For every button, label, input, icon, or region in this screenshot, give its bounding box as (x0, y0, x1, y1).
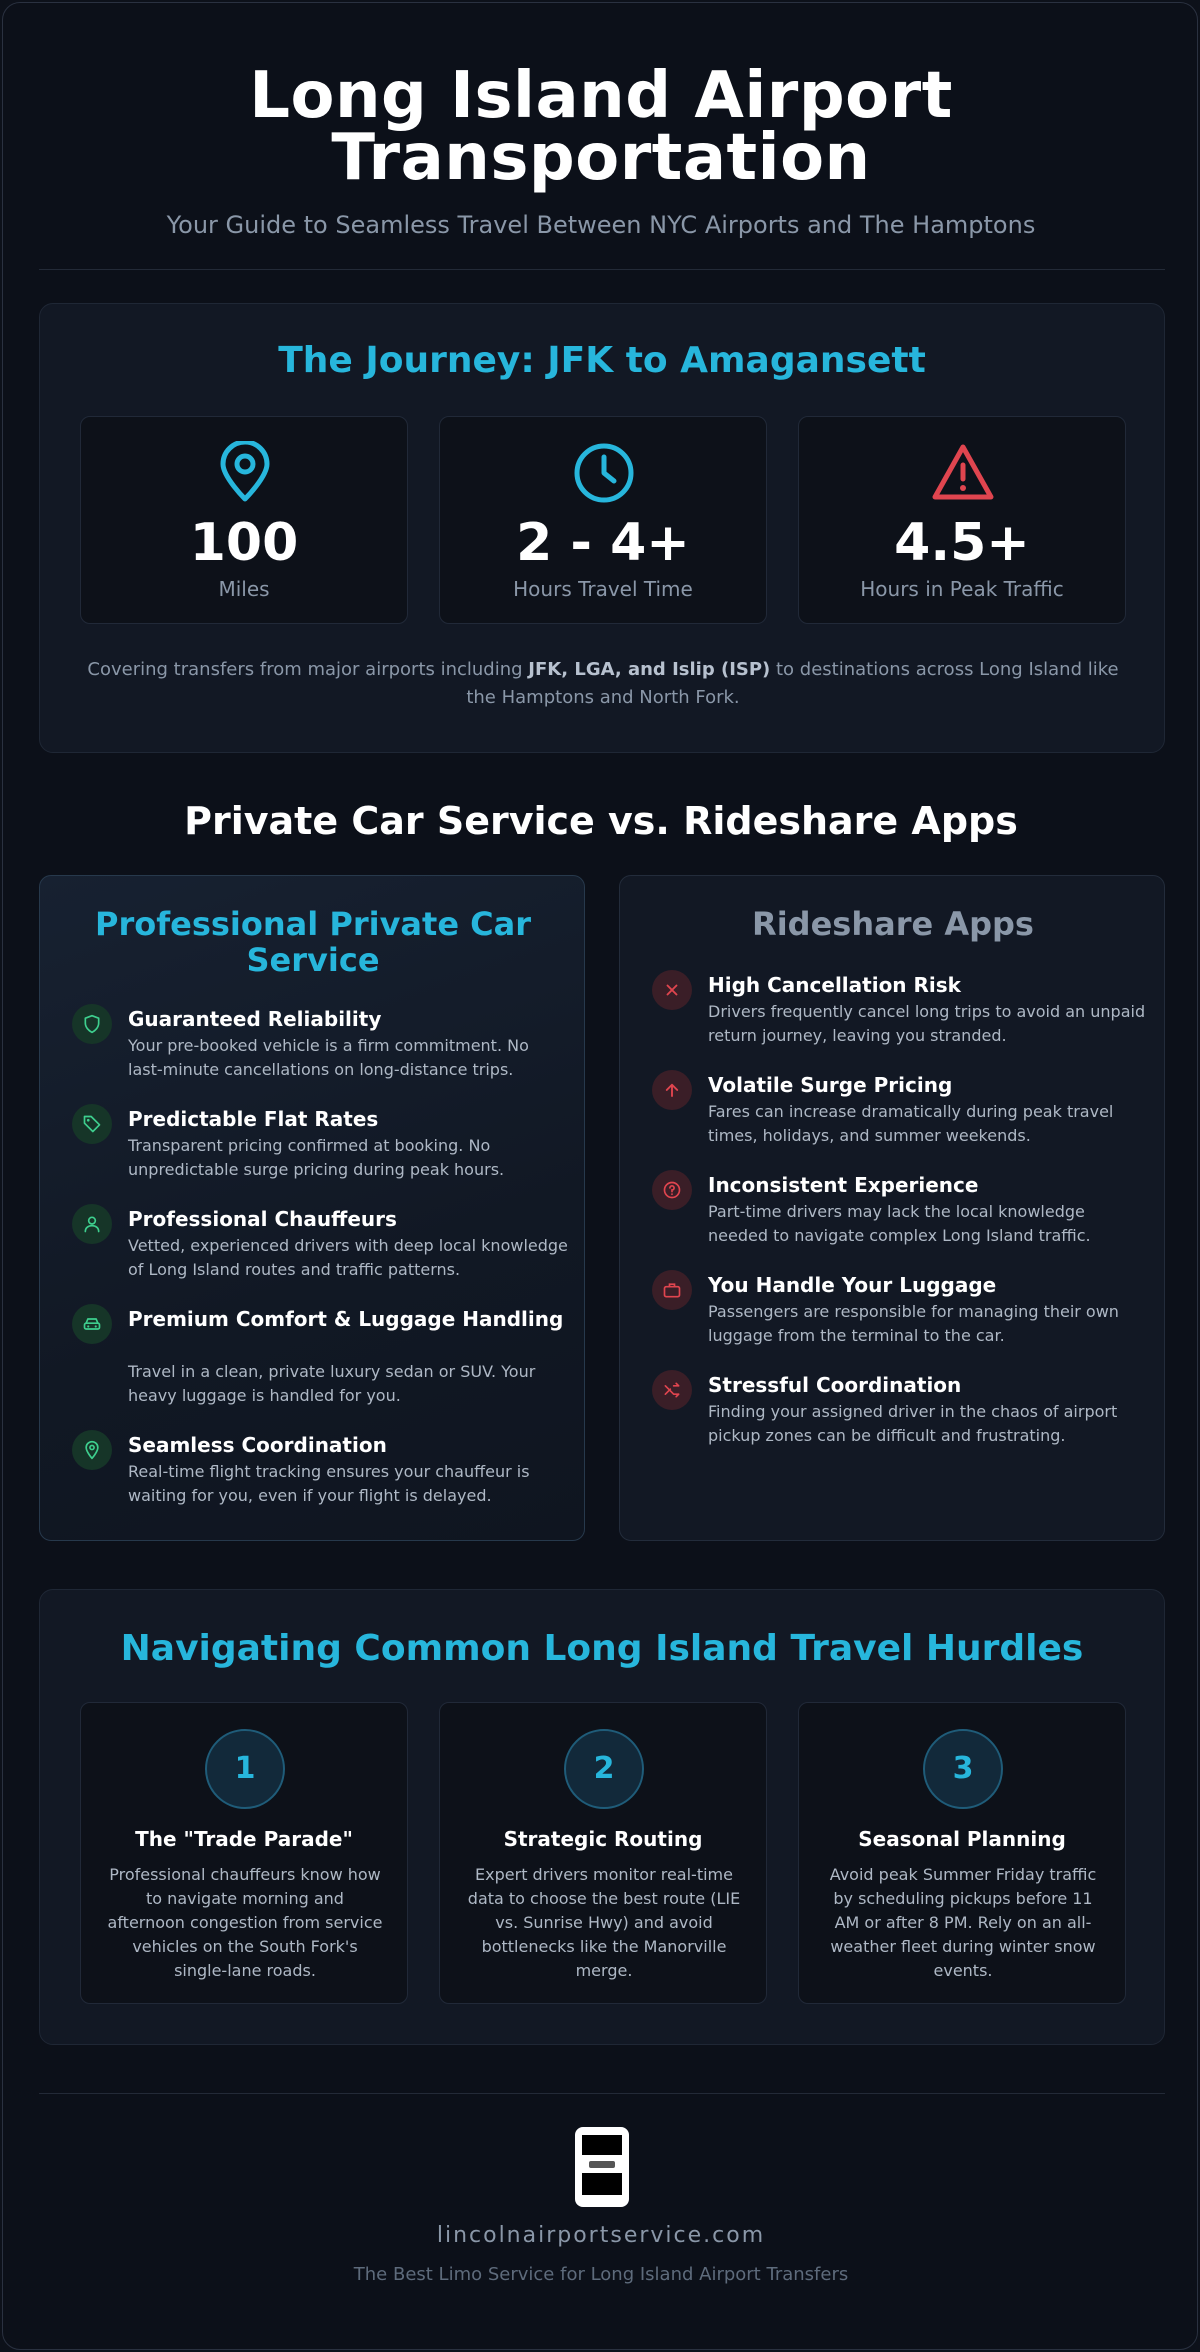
stat-label: Miles (218, 577, 270, 601)
item-desc: Travel in a clean, private luxury sedan or SUV. Your heavy luggage is handled for you. (128, 1362, 536, 1405)
hurdle-desc: Professional chauffeurs know how to navigate morning and afternoon congestion from service vehicles on the South Fork's single-lane roads. (107, 1865, 383, 1980)
stat-card-travel-time (439, 416, 767, 624)
hurdle-card (80, 1702, 408, 2004)
journey-title: The Journey: JFK to Amagansett (278, 340, 926, 381)
rideshare-title: Rideshare Apps (752, 905, 1034, 943)
item-desc: Part-time drivers may lack the local knowledge needed to navigate complex Long Island traffic. (708, 1202, 1091, 1245)
item-desc: Passengers are responsible for managing their own luggage from the terminal to the car. (708, 1302, 1119, 1345)
item-desc: Vetted, experienced drivers with deep local knowledge of Long Island routes and traffic patterns. (128, 1236, 568, 1279)
item-desc: Fares can increase dramatically during peak travel times, holidays, and summer weekends. (708, 1102, 1114, 1145)
item-title: Guaranteed Reliability (128, 1007, 382, 1031)
shield-icon (72, 1004, 112, 1044)
user-icon (72, 1204, 112, 1244)
hurdle-card (798, 1702, 1126, 2004)
journey-panel (39, 303, 1165, 753)
question-icon (652, 1170, 692, 1210)
price-tag-icon (72, 1104, 112, 1144)
item-desc: Drivers frequently cancel long trips to avoid an unpaid return journey, leaving you stranded. (708, 1002, 1146, 1045)
item-title: Predictable Flat Rates (128, 1107, 379, 1131)
luggage-icon (652, 1270, 692, 1310)
infographic-frame (2, 2, 1198, 2350)
hurdles-panel (39, 1589, 1165, 2045)
stat-card-distance (80, 416, 408, 624)
note-text: to destinations across Long Island like the Hamptons and North Fork. (466, 659, 1119, 708)
item-desc: Transparent pricing confirmed at booking. No unpredictable surge pricing during peak hours. (128, 1136, 505, 1179)
note-airports: JFK, LGA, and Islip (ISP) (528, 659, 771, 680)
title-line-1: Long Island Airport (249, 59, 953, 133)
step-number: 3 (923, 1729, 1003, 1809)
car-icon (72, 1304, 112, 1344)
note-text: Covering transfers from major airports including (87, 659, 529, 680)
step-number: 2 (564, 1729, 644, 1809)
clock-icon (572, 441, 636, 505)
hurdle-title: Seasonal Planning (858, 1827, 1066, 1851)
warning-triangle-icon (931, 441, 995, 505)
item-desc: Finding your assigned driver in the chaos of airport pickup zones can be difficult and frustrating. (708, 1402, 1118, 1445)
item-title: Seamless Coordination (128, 1433, 387, 1457)
journey-note (80, 656, 1126, 712)
private-car-card (39, 875, 585, 1541)
hurdles-title: Navigating Common Long Island Travel Hurdles (120, 1628, 1084, 1669)
stat-value: 100 (189, 513, 299, 573)
item-title: You Handle Your Luggage (708, 1273, 997, 1297)
shuffle-icon (652, 1370, 692, 1410)
rideshare-card (619, 875, 1165, 1541)
step-number: 1 (205, 1729, 285, 1809)
item-desc: Your pre-booked vehicle is a firm commitment. No last-minute cancellations on long-distance trips. (128, 1036, 529, 1079)
stat-value: 4.5+ (894, 513, 1030, 573)
arrow-up-icon (652, 1070, 692, 1110)
hurdle-desc: Expert drivers monitor real-time data to choose the best route (LIE vs. Sunrise Hwy) and avoid bottlenecks like the Manorville merge. (467, 1865, 741, 1980)
stat-card-peak-traffic (798, 416, 1126, 624)
page-title (3, 59, 1199, 195)
stat-value: 2 - 4+ (516, 513, 690, 573)
stat-label: Hours Travel Time (513, 577, 693, 601)
website-link[interactable]: lincolnairportservice.com (436, 2223, 766, 2248)
hurdle-desc: Avoid peak Summer Friday traffic by scheduling pickups before 11 AM or after 8 PM. Rely on an all-weather fleet during winter snow events. (829, 1865, 1097, 1980)
item-desc: Real-time flight tracking ensures your chauffeur is waiting for you, even if your flight is delayed. (128, 1462, 530, 1505)
title-line-2: Transportation (331, 121, 871, 195)
item-title: Premium Comfort & Luggage Handling (128, 1307, 564, 1331)
hurdle-title: Strategic Routing (503, 1827, 703, 1851)
location-icon (72, 1430, 112, 1470)
stat-label: Hours in Peak Traffic (860, 577, 1064, 601)
divider (39, 2093, 1165, 2094)
footer (3, 2223, 1199, 2285)
item-title: Volatile Surge Pricing (708, 1073, 953, 1097)
item-title: Inconsistent Experience (708, 1173, 979, 1197)
footer-tagline: The Best Limo Service for Long Island Airport Transfers (353, 2264, 849, 2285)
x-icon (652, 970, 692, 1010)
map-pin-icon (213, 441, 277, 505)
comparison-heading: Private Car Service vs. Rideshare Apps (184, 799, 1018, 843)
hurdle-card (439, 1702, 767, 2004)
page-subtitle: Your Guide to Seamless Travel Between NYC Airports and The Hamptons (166, 211, 1036, 239)
item-title: High Cancellation Risk (708, 973, 961, 997)
hurdle-title: The "Trade Parade" (135, 1827, 353, 1851)
phone-image (575, 2127, 629, 2207)
divider (39, 269, 1165, 270)
private-car-title: Professional Private Car Service (94, 905, 532, 979)
page-header (3, 59, 1199, 239)
item-title: Stressful Coordination (708, 1373, 962, 1397)
item-title: Professional Chauffeurs (128, 1207, 397, 1231)
